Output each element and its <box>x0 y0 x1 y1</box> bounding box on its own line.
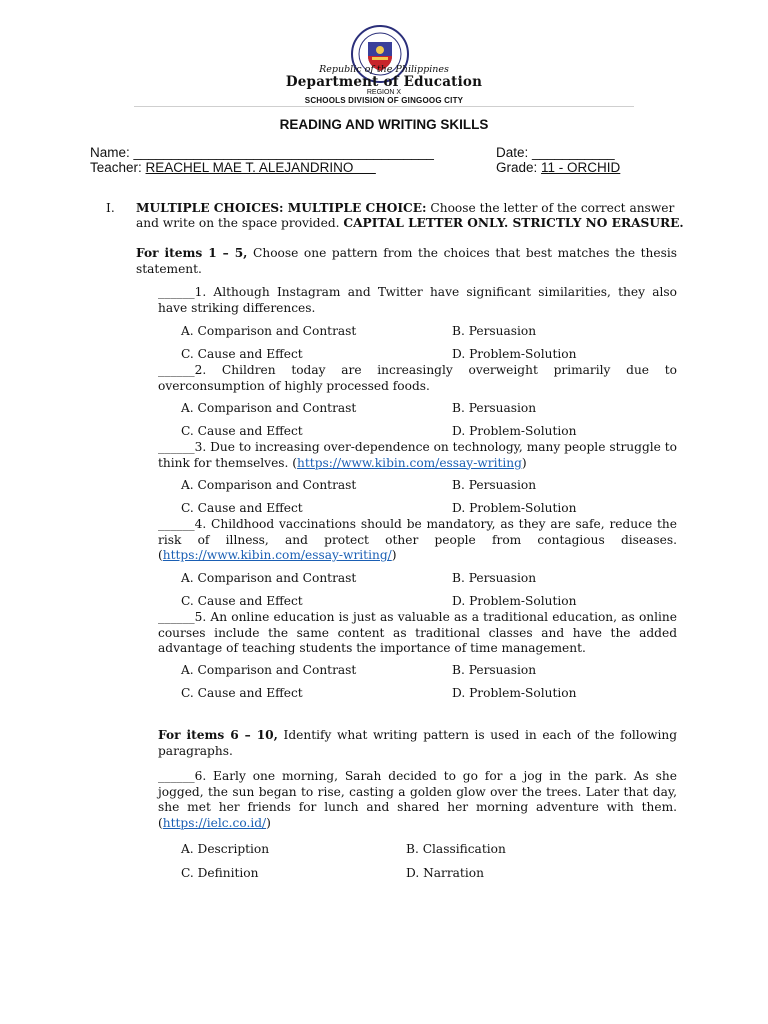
choice-b: B. Persuasion <box>452 663 537 677</box>
part2-lead: For items 6 – 10, <box>158 728 278 742</box>
choice-c: C. Cause and Effect <box>181 501 303 515</box>
teacher-label: Teacher: <box>90 160 142 175</box>
section-number: I. <box>106 201 115 215</box>
division-line: SCHOOLS DIVISION OF GINGOOG CITY <box>304 96 464 105</box>
source-link[interactable]: https://www.kibin.com/essay-writing/ <box>162 548 392 563</box>
part1-instruction <box>136 246 677 277</box>
grade-label: Grade: <box>496 160 538 175</box>
date-field[interactable] <box>496 145 615 160</box>
header-divider <box>134 106 634 107</box>
choice-d: D. Problem-Solution <box>452 501 577 515</box>
section-heading: MULTIPLE CHOICES: MULTIPLE CHOICE: <box>136 201 427 215</box>
choice-b: B. Persuasion <box>452 571 537 585</box>
source-link[interactable]: https://ielc.co.id/ <box>162 815 267 830</box>
instruction-text-2: and write on the space provided. <box>136 216 340 230</box>
choice-c: C. Cause and Effect <box>181 424 303 438</box>
question-item: ______2. Children today are increasingly overweight primarily due to overconsumption of highly processed foods. <box>158 363 677 393</box>
teacher-value: REACHEL MAE T. ALEJANDRINO <box>145 160 376 175</box>
choice-d: D. Problem-Solution <box>452 424 577 438</box>
choice-c: C. Cause and Effect <box>181 686 303 700</box>
choice-b: B. Persuasion <box>452 478 537 492</box>
choice-d: D. Problem-Solution <box>452 347 577 361</box>
instruction-emphasis: CAPITAL LETTER ONLY. STRICTLY NO ERASURE. <box>343 216 684 230</box>
question-tail: ) <box>266 815 271 830</box>
part1-lead: For items 1 – 5, <box>136 246 248 260</box>
name-blank: ________________________________________ <box>133 145 434 160</box>
source-link[interactable]: https://www.kibin.com/essay-writing <box>297 455 522 470</box>
choice-b: B. Persuasion <box>452 324 537 338</box>
part2-instruction <box>158 728 677 759</box>
choice-d: D. Problem-Solution <box>452 594 577 608</box>
choice-b: B. Classification <box>406 842 506 856</box>
question-text: ______3. Due to increasing over-dependence on technology, many people struggle to think for themselves. ( <box>158 440 677 470</box>
section-instruction-line1 <box>136 201 681 217</box>
region-line: REGION X <box>366 89 402 96</box>
choice-c: C. Cause and Effect <box>181 594 303 608</box>
choice-a: A. Comparison and Contrast <box>181 663 357 677</box>
question-text: ______6. Early one morning, Sarah decided to go for a jog in the park. As she jogged, the sun began to rise, casting a golden glow over the trees. Later that day, she met her friends for lunch and shared her morning adventure with them. ( <box>158 769 677 830</box>
date-label: Date: <box>496 145 529 160</box>
choice-a: A. Comparison and Contrast <box>181 478 357 492</box>
section-instruction-line2 <box>136 216 684 232</box>
question-item: ______1. Although Instagram and Twitter have significant similarities, they also have striking differences. <box>158 285 677 315</box>
department-name: Department of Education <box>285 74 483 90</box>
question-item: ______5. An online education is just as valuable as a traditional education, as online courses include the same content as traditional classes and have the added advantage of teaching students the importance of time management. <box>158 610 677 656</box>
choice-a: A. Comparison and Contrast <box>181 401 357 415</box>
date-blank: ___________ <box>532 145 615 160</box>
grade-field <box>496 160 620 175</box>
question-tail: ) <box>391 548 397 563</box>
question-item <box>158 440 677 471</box>
part1-text: Choose one pattern from the choices that best matches the thesis statement. <box>136 246 677 276</box>
choice-d: D. Narration <box>406 866 484 880</box>
choice-a: A. Comparison and Contrast <box>181 324 357 338</box>
name-label: Name: <box>90 145 130 160</box>
choice-c: C. Definition <box>181 866 259 880</box>
grade-value: 11 - ORCHID <box>541 160 621 175</box>
question-item <box>158 517 677 564</box>
choice-c: C. Cause and Effect <box>181 347 303 361</box>
part2-text: Identify what writing pattern is used in each of the following paragraphs. <box>158 728 677 758</box>
republic-line: Republic of the Philippines <box>319 64 449 75</box>
choice-d: D. Problem-Solution <box>452 686 577 700</box>
teacher-field <box>90 160 376 175</box>
choice-a: A. Description <box>181 842 270 856</box>
document-title: READING AND WRITING SKILLS <box>279 117 489 132</box>
question-item <box>158 769 677 831</box>
instruction-text-1: Choose the letter of the correct answer <box>430 201 675 215</box>
name-field[interactable] <box>90 145 434 160</box>
choice-a: A. Comparison and Contrast <box>181 571 357 585</box>
question-text: ______4. Childhood vaccinations should be mandatory, as they are safe, reduce the risk of illness, and protect other people from contagious diseases. ( <box>158 517 677 563</box>
question-tail: ) <box>521 455 527 470</box>
choice-b: B. Persuasion <box>452 401 537 415</box>
